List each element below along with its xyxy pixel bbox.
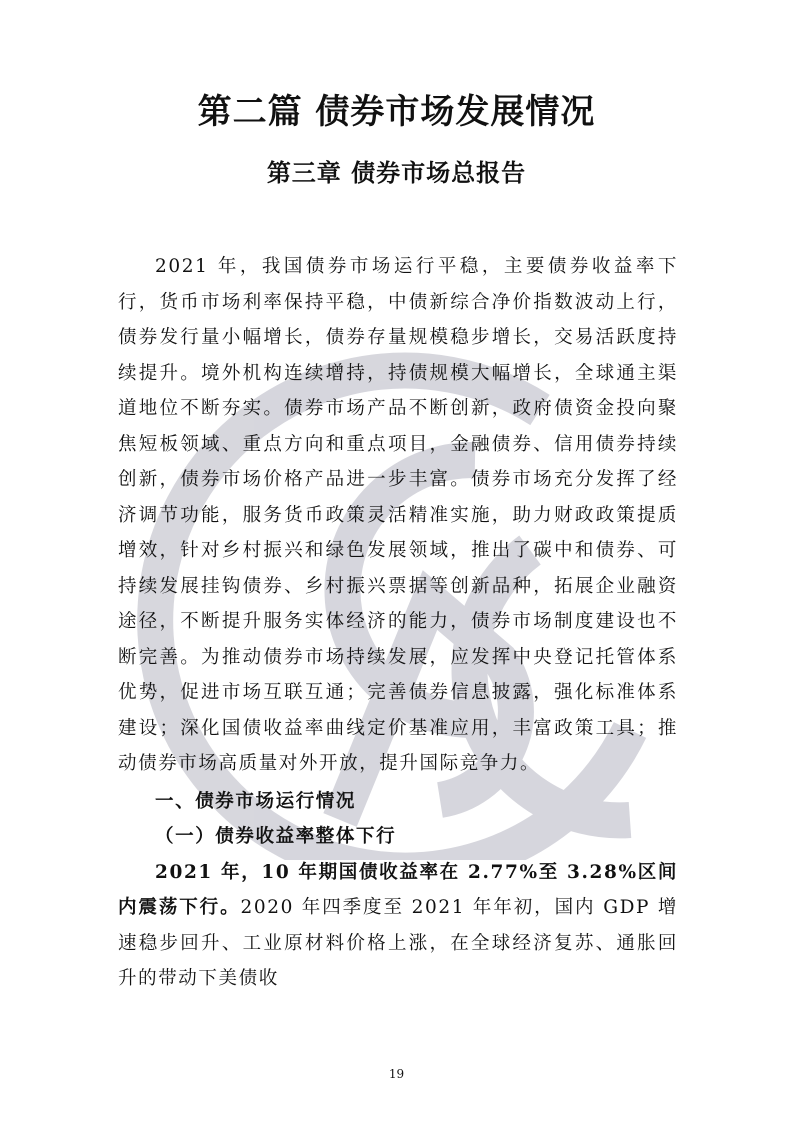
document-body — [118, 249, 678, 997]
subsection-heading: （一）债券收益率整体下行 — [155, 826, 397, 847]
page-number: 19 — [388, 1067, 405, 1081]
paragraph-2-lead: 2021 年，10 年期国债收益率在 2.77%至 3.28%区间内震荡下行。 — [118, 861, 678, 918]
intro-paragraph: 2021 年，我国债券市场运行平稳，主要债券收益率下行，货币市场利率保持平稳，中债新综合净价指数波动上行，债券发行量小幅增长，债券存量规模稳步增长，交易活跃度持续提升。境外机构连续增持，持债规模大幅增长，全球通主渠道地位不断夯实。债券市场产品不断创新，政府债资金投向聚焦短板领域、重点方向和重点项目，金融债券、信用债券持续创新，债券市场价格产品进一步丰富。债券市场充分发挥了经济调节功能，服务货币政策灵活精准实施，助力财政政策提质增效，针对乡村振兴和绿色发展领域，推出了碳中和债券、可持续发展挂钩债券、乡村振兴票据等创新品种，拓展企业融资途径，不断提升服务实体经济的能力，债券市场制度建设也不断完善。为推动债券市场持续发展，应发挥中央登记托管体系优势，促进市场互联互通；完善债券信息披露，强化标准体系建设；深化国债收益率曲线定价基准应用，丰富政策工具；推动债券市场高质量对外开放，提升国际竞争力。 — [118, 256, 678, 774]
paragraph-2-rest: 2020 年四季度至 2021 年年初，国内 GDP 增速稳步回升、工业原材料价格上涨，在全球经济复苏、通胀回升的带动下美债收 — [118, 897, 678, 989]
paragraph-2 — [118, 855, 678, 997]
chapter-title: 第三章 债券市场总报告 — [266, 158, 527, 187]
section-heading: 一、债券市场运行情况 — [155, 790, 357, 812]
page-title: 第二篇 债券市场发展情况 — [197, 92, 596, 132]
